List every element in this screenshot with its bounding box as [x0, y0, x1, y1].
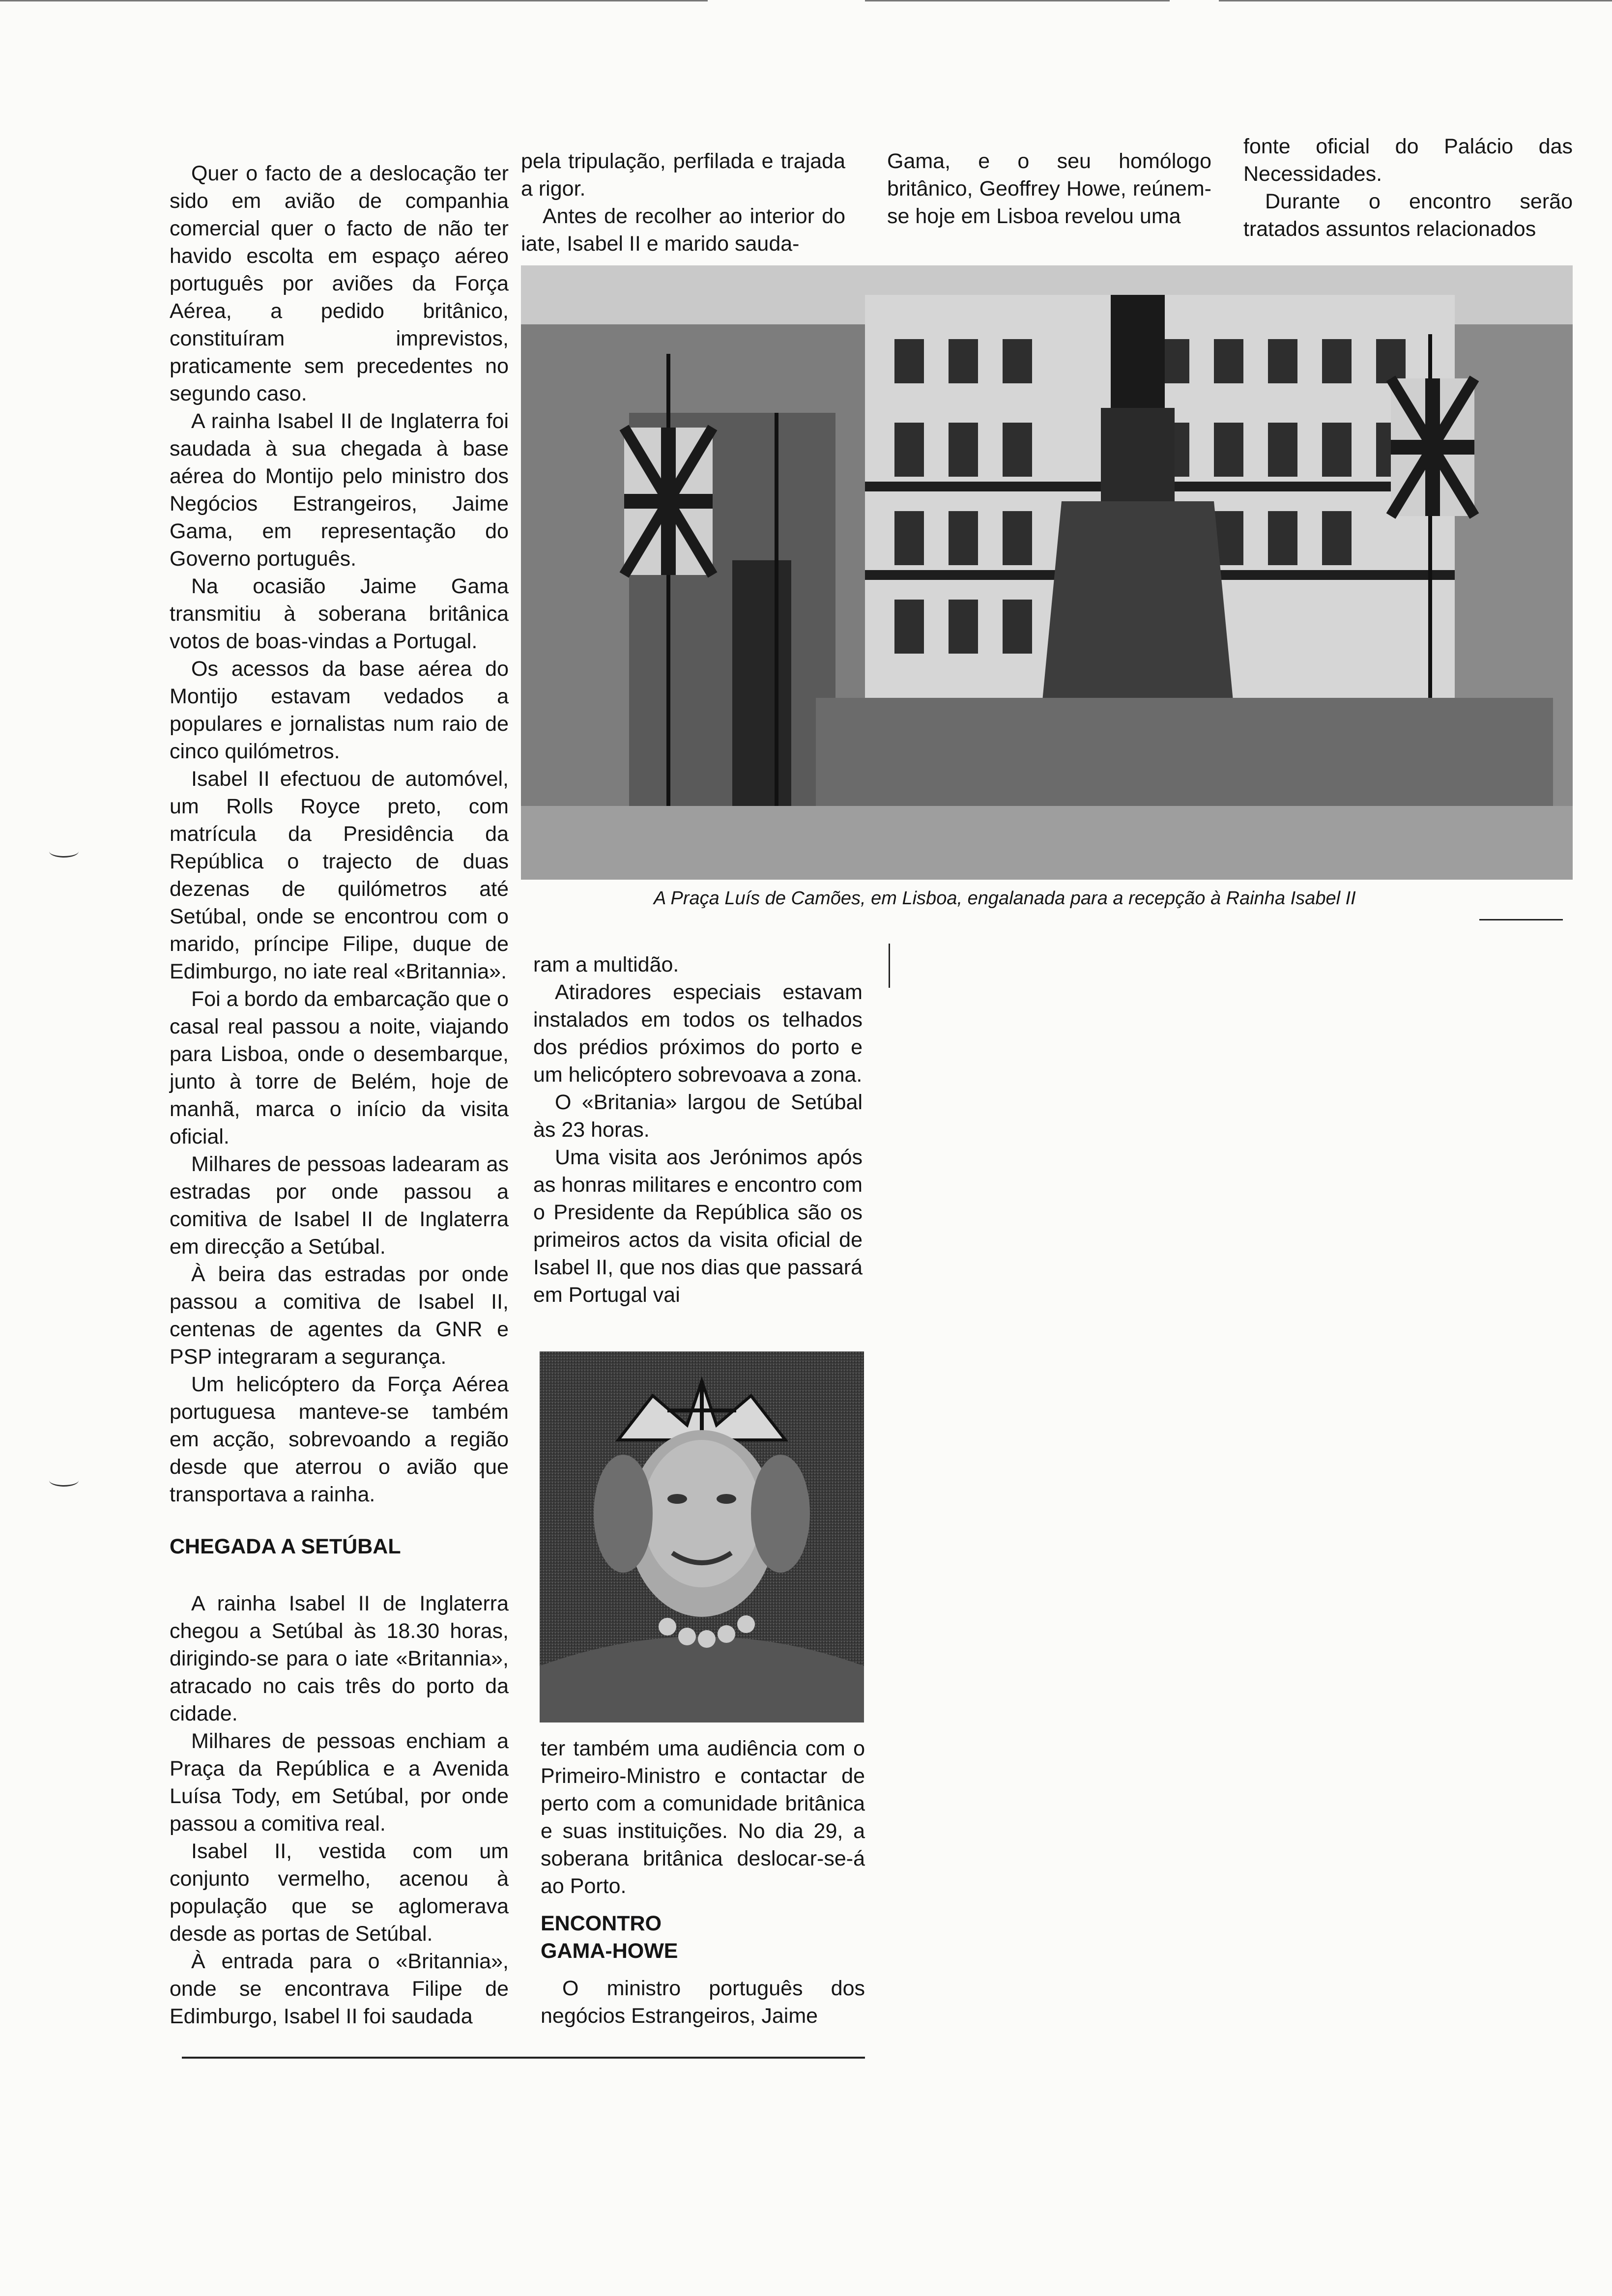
- paragraph: Milhares de pessoas ladearam as estradas por onde passou a comitiva de Isabel II de Inglaterra em direcção a Setúbal.: [170, 1152, 509, 1259]
- punch-mark: [49, 1474, 79, 1487]
- paragraph: Na ocasião Jaime Gama transmitiu à soberana britânica votos de boas-vindas a Portugal.: [170, 574, 509, 653]
- paragraph: fonte oficial do Palácio das Necessidades.: [1243, 135, 1573, 186]
- paragraph: Foi a bordo da embarcação que o casal real passou a noite, viajando para Lisboa, onde o desembarque, junto à torre de Belém, hoje de manhã, marca o início da visita oficial.: [170, 987, 509, 1148]
- subheading-encontro-line1: ENCONTRO: [541, 1912, 662, 1935]
- continuation-column-2: [521, 147, 845, 258]
- paragraph: À entrada para o «Britannia», onde se encontrava Filipe de Edimburgo, Isabel II foi saudada: [170, 1950, 509, 2028]
- paragraph: Gama, e o seu homólogo britânico, Geoffrey Howe, reúnem-se hoje em Lisboa revelou uma: [887, 149, 1211, 228]
- continuation-column-3: [887, 147, 1211, 230]
- paragraph: Durante o encontro serão tratados assuntos relacionados: [1243, 190, 1573, 241]
- continuation-column-4: [1243, 133, 1573, 243]
- paragraph: Uma visita aos Jerónimos após as honras militares e encontro com o Presidente da República são os primeiros actos da visita oficial de Isabel II, que nos dias que passará em Portugal vai: [533, 1146, 863, 1307]
- paragraph: Antes de recolher ao interior do iate, Isabel II e marido sauda-: [521, 204, 845, 256]
- subheading-chegada: CHEGADA A SETÚBAL: [170, 1535, 401, 1558]
- top-rule: [0, 0, 708, 1]
- queen-portrait-photo: [540, 1351, 864, 1722]
- article-column-1: [170, 160, 509, 2030]
- paragraph: Isabel II efectuou de automóvel, um Rolls Royce preto, com matrícula da Presidência da República o trajecto de duas dezenas de quilómetros até Setúbal, onde se encontrou com o marido, príncipe Filipe, duque de Edimburgo, no iate real «Britannia».: [170, 767, 509, 983]
- paragraph: A rainha Isabel II de Inglaterra foi saudada à sua chegada à base aérea do Montijo pelo ministro dos Negócios Estrangeiros, Jaime Gama, em representação do Governo português.: [170, 409, 509, 571]
- paragraph: Quer o facto de a deslocação ter sido em avião de companhia comercial quer o facto de não ter havido escolta em espaço aéreo português por aviões da Força Aérea, a pedido britânico, constituíram imprevistos, praticamente sem precedentes no segundo caso.: [170, 162, 509, 405]
- top-rule: [865, 0, 1170, 1]
- top-rule: [1219, 0, 1612, 1]
- caption-rule: [1479, 919, 1563, 920]
- bottom-rule: [182, 2057, 865, 2059]
- square-photo-graphic: [521, 265, 1573, 880]
- portrait-graphic: [540, 1351, 864, 1722]
- paragraph: pela tripulação, perfilada e trajada a rigor.: [521, 149, 845, 201]
- paragraph: Isabel II, vestida com um conjunto vermelho, acenou à população que se aglomerava desde as portas de Setúbal.: [170, 1839, 509, 1946]
- paragraph: Um helicóptero da Força Aérea portuguesa manteve-se também em acção, sobrevoando a região desde que aterrou o avião que transportava a rainha.: [170, 1373, 509, 1506]
- paragraph: Milhares de pessoas enchiam a Praça da República e a Avenida Luísa Tody, em Setúbal, por onde passou a comitiva real.: [170, 1729, 509, 1836]
- paragraph: ram a multidão.: [533, 953, 679, 976]
- paragraph: Os acessos da base aérea do Montijo estavam vedados a populares e jornalistas num raio de cinco quilómetros.: [170, 657, 509, 763]
- column-rule: [889, 944, 890, 988]
- subheading-encontro-line2: GAMA-HOWE: [541, 1939, 678, 1963]
- paragraph: O «Britania» largou de Setúbal às 23 horas.: [533, 1091, 863, 1142]
- paragraph: ter também uma audiência com o Primeiro-Ministro e contactar de perto com a comunidade britânica e suas instituições. No dia 29, a soberana britânica deslocar-se-á ao Porto.: [541, 1737, 865, 1898]
- paragraph: O ministro português dos negócios Estrangeiros, Jaime: [541, 1977, 865, 2028]
- punch-mark: [49, 845, 79, 858]
- paragraph: À beira das estradas por onde passou a comitiva de Isabel II, centenas de agentes da GNR e PSP integraram a segurança.: [170, 1263, 509, 1369]
- paragraph: A rainha Isabel II de Inglaterra chegou a Setúbal às 18.30 horas, dirigindo-se para o iate «Britannia», atracado no cais três do porto da cidade.: [170, 1592, 509, 1725]
- article-column-2-lower: [533, 951, 863, 1309]
- paragraph: Atiradores especiais estavam instalados em todos os telhados dos prédios próximos do porto e um helicóptero sobrevoava a zona.: [533, 980, 863, 1087]
- photo-caption: A Praça Luís de Camões, em Lisboa, engalanada para a recepção à Rainha Isabel II: [654, 888, 1356, 909]
- praca-camoes-photo: [521, 265, 1573, 880]
- article-column-2-after-photo: [541, 1735, 865, 2030]
